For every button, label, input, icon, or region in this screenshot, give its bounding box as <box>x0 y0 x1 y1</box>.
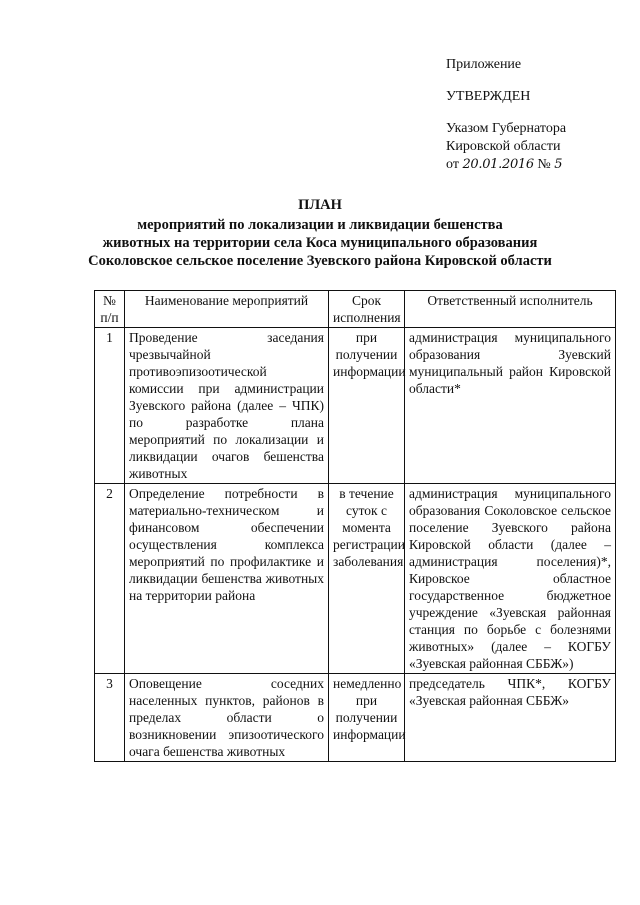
plan-table <box>94 290 616 762</box>
handwritten-number: 5 <box>554 157 563 172</box>
plan-subtitle-line-3: Соколовское сельское поселение Зуевского района Кировской области <box>88 253 552 269</box>
number-label: № <box>537 157 551 172</box>
plan-subtitle-line-2: животных на территории села Коса муниципального образования <box>102 235 538 251</box>
table-row <box>95 484 616 674</box>
row-num: 3 <box>95 674 125 762</box>
approved-label: УТВЕРЖДЕН <box>446 89 531 104</box>
row-name: Определение потребности в материально-техническом и финансовом обеспечении осуществления комплекса мероприятий по профилактике и ликвидации бешенства животных на территории района <box>125 484 329 674</box>
header-name: Наименование мероприятий <box>125 291 329 328</box>
table-row <box>95 328 616 484</box>
decree-line-2: Кировской области <box>446 139 561 154</box>
row-name: Оповещение соседних населенных пунктов, районов в пределах области о возникновении эпизоотического очага бешенства животных <box>125 674 329 762</box>
row-resp: администрация муниципального образования Зуевский муниципальный район Кировской области* <box>405 328 616 484</box>
decree-date-line <box>446 156 626 174</box>
table-header-row <box>95 291 616 328</box>
row-num: 1 <box>95 328 125 484</box>
header-resp: Ответственный исполнитель <box>405 291 616 328</box>
header-term: Срок исполнения <box>329 291 405 328</box>
from-label: от <box>446 157 459 172</box>
row-name: Проведение заседания чрезвычайной противоэпизоотической комиссии при администрации Зуевского района (далее – ЧПК) по разработке плана мероприятий по локализации и ликвидации очагов бешенства животных <box>125 328 329 484</box>
plan-subtitle-line-1: мероприятий по локализации и ликвидации бешенства <box>137 217 503 233</box>
table-row <box>95 674 616 762</box>
decree-line-1: Указом Губернатора <box>446 121 567 136</box>
plan-title-block <box>20 196 620 270</box>
row-num: 2 <box>95 484 125 674</box>
appendix-label: Приложение <box>446 57 522 72</box>
row-resp: администрация муниципального образования Соколовское сельское поселение Зуевского района Кировской области (далее – администрация поселения)*, Кировское областное государственное бюджетное учреждение «Зуевская районная станция по борьбе с болезнями животных» (далее – КОГБУ «Зуевская районная СББЖ») <box>405 484 616 674</box>
approval-block <box>446 56 626 174</box>
row-resp: председатель ЧПК*, КОГБУ «Зуевская районная СББЖ» <box>405 674 616 762</box>
row-term: в течение суток с момента регистрации заболевания <box>329 484 405 674</box>
row-term: при получении информации <box>329 328 405 484</box>
row-term: немедленно при получении информации <box>329 674 405 762</box>
header-num: № п/п <box>95 291 125 328</box>
plan-title: ПЛАН <box>298 197 342 213</box>
handwritten-date: 20.01.2016 <box>462 157 534 172</box>
